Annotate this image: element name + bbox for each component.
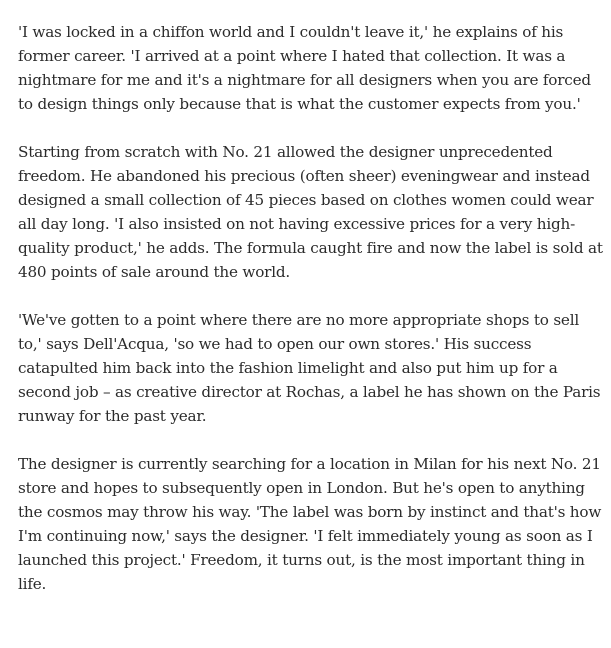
article-paragraph-2: Starting from scratch with No. 21 allowed the designer unprecedented freedom. He abandoned his precious (often sheer) eveningwear and instead designed a small collection of 45 pieces based on clothes women could wear all day long. 'I also insisted on not having excessive prices for a very high-quality product,' he adds. The formula caught fire and now the label is sold at 480 points of sale around the world. — [18, 143, 603, 281]
article-paragraph-3: 'We've gotten to a point where there are no more appropriate shops to sell to,' says Dell'Acqua, 'so we had to open our own stores.' His success catapulted him back into the fashion limelight and also put him up for a second job – as creative director at Rochas, a label he has shown on the Paris runway for the past year. — [18, 311, 601, 425]
article-paragraph-1: 'I was locked in a chiffon world and I couldn't leave it,' he explains of his former career. 'I arrived at a point where I hated that collection. It was a nightmare for me and it's a nightmare for all designers when you are forced to design things only because that is what the customer expects from you.' — [18, 23, 591, 113]
article-body — [18, 20, 603, 620]
article-paragraph-4: The designer is currently searching for a location in Milan for his next No. 21 store and hopes to subsequently open in London. But he's open to anything the cosmos may throw his way. 'The label was born by instinct and that's how I'm continuing now,' says the designer. 'I felt immediately young as soon as I launched this project.' Freedom, it turns out, is the most important thing in life. — [18, 455, 602, 593]
